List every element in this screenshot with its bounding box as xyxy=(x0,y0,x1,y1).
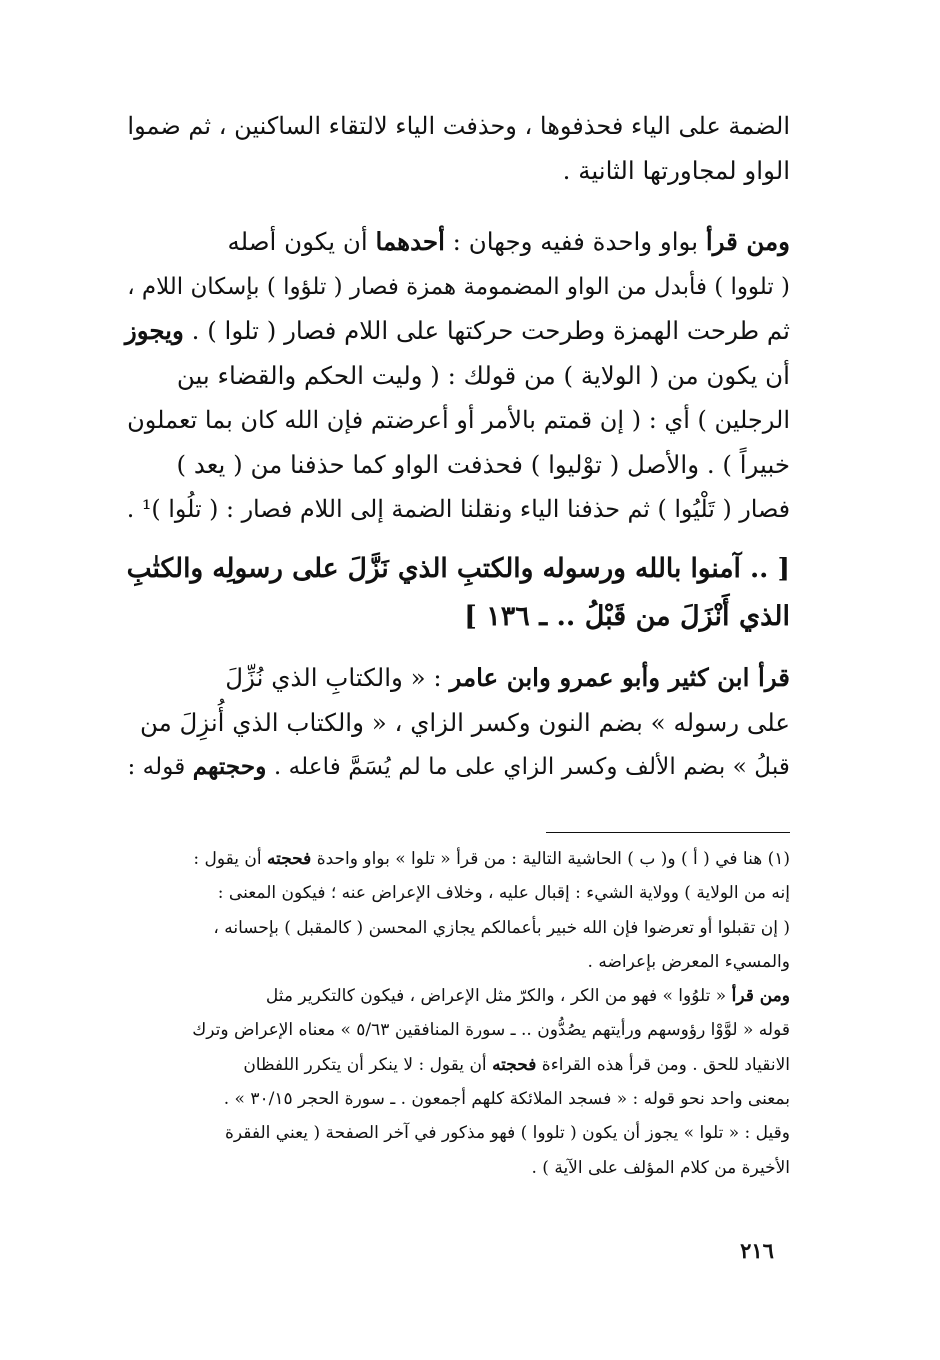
footnote-line xyxy=(120,1048,790,1082)
footnotes xyxy=(120,842,790,1185)
text-run: أن يكون أصله xyxy=(227,227,376,256)
verse-line: الذي أَنْزَلَ من قَبْلُ .. ـ ١٣٦ ] xyxy=(464,601,790,632)
text-run: الانقياد للحق . ومن قرأ هذه القراءة xyxy=(536,1054,790,1075)
text-run: أن يقول : لا ينكر أن يتكرر اللفظان xyxy=(243,1054,493,1075)
bold-phrase: فحجته xyxy=(492,1054,537,1075)
text-run: قبلُ » بضم الألف وكسر الزاي على ما لم يُسَمَّ فاعله . xyxy=(266,753,790,780)
bold-phrase: ومن قرأ xyxy=(731,986,790,1007)
text-run: أن يقول : xyxy=(193,849,267,869)
bold-phrase: قرأ ابن كثير وأبو عمرو وابن عامر xyxy=(449,663,790,692)
text-line: على رسوله » بضم النون وكسر الزاي ، « والكتاب الذي أُنزِلَ من xyxy=(139,707,790,737)
text-run: : « والكتابِ الذي نُزِّلَ xyxy=(225,663,450,692)
text-line: ( تلووا ) فأبدل من الواو المضمومة همزة فصار ( تلؤوا ) بإسكان اللام ، xyxy=(127,273,790,300)
text-line xyxy=(120,309,790,354)
text-run: (١) هنا في ( أ ) و( ب ) الحاشية التالية : من قرأ « تلوا » بواو واحدة xyxy=(311,849,790,869)
bold-phrase: وحجتهم xyxy=(192,753,267,780)
footnote-line xyxy=(120,842,790,876)
paragraph-reading-single-waw xyxy=(120,220,790,532)
footnote-line xyxy=(120,979,790,1013)
footnote-line: قوله « لوَّوْا رؤوسهم ورأيتهم يصُدُّون .. ـ سورة المنافقين ٥/٦٣ » معناه الإعراض وترك xyxy=(192,1020,790,1041)
page-number: ٢١٦ xyxy=(740,1238,774,1263)
text-line xyxy=(120,745,790,790)
text-line xyxy=(120,220,790,265)
footnote-line: والمسيء المعرض بإعراضه . xyxy=(587,951,790,972)
text-run: قوله : xyxy=(127,753,193,780)
text-run: ثم طرحت الهمزة وطرحت حركتها على اللام فصار ( تلوا ) . xyxy=(183,316,790,345)
text-line xyxy=(120,656,790,701)
verse-line: [ .. آمنوا بالله ورسوله والكتبِ الذي نَزَّلَ على رسولِه والكتٰبِ xyxy=(126,553,790,584)
text-run: « تلوُوا » فهو من الكر ، والكرّ مثل الإعراض ، فيكون كالتكرير مثل xyxy=(265,986,732,1007)
text-line: خبيراً ) . والأصل ( توْليوا ) فحذفت الواو كما حذفنا من ( يعد ) xyxy=(176,449,790,479)
text-line: فصار ( تَلْيُوا ) ثم حذفنا الياء ونقلنا الضمة إلى اللام فصار : ( تلُوا )¹ . xyxy=(126,495,790,523)
footnote-line: وقيل : « تلوا » يجوز أن يكون ( تلووا ) فهو مذكور في آخر الصفحة ( يعني الفقرة xyxy=(225,1123,790,1144)
paragraph-continuation xyxy=(120,104,790,193)
footnote-line: إنه من الولاية ) وولاية الشيء : إقبال عليه ، وخلاف الإعراض عنه ؛ فيكون المعنى : xyxy=(217,883,790,904)
footnote-line: بمعنى واحد نحو قوله : « فسجد الملائكة كلهم أجمعون . ـ سورة الحجر ٣٠/١٥ » . xyxy=(223,1089,790,1110)
bold-phrase: فحجته xyxy=(266,849,312,869)
footnote-line: الأخيرة من كلام المؤلف على الآية ) . xyxy=(531,1157,790,1178)
footnote-separator xyxy=(546,832,790,833)
text-run: بواو واحدة ففيه وجهان : xyxy=(444,227,706,256)
bold-phrase: أحدهما xyxy=(375,227,445,256)
footnote-line: ( إن تقبلوا أو تعرضوا فإن الله خبير بأعمالكم يجازي المحسن ( كالمقبل ) بإحسانه ، xyxy=(213,917,790,938)
paragraph-readings xyxy=(120,656,790,790)
text-line: الواو لمجاورتها الثانية . xyxy=(562,155,790,185)
text-line: الضمة على الياء فحذفوها ، وحذفت الياء لالتقاء الساكنين ، ثم ضموا xyxy=(127,112,790,140)
text-line: أن يكون من ( الولاية ) من قولك : ( وليت الحكم والقضاء بين xyxy=(176,360,790,390)
text-line: الرجلين ) أي : ( إن قمتم بالأمر أو أعرضتم فإن الله كان بما تعملون xyxy=(127,406,790,434)
bold-phrase: ويجوز xyxy=(124,316,184,345)
quran-verse xyxy=(120,545,790,641)
bold-phrase: ومن قرأ xyxy=(705,227,790,256)
